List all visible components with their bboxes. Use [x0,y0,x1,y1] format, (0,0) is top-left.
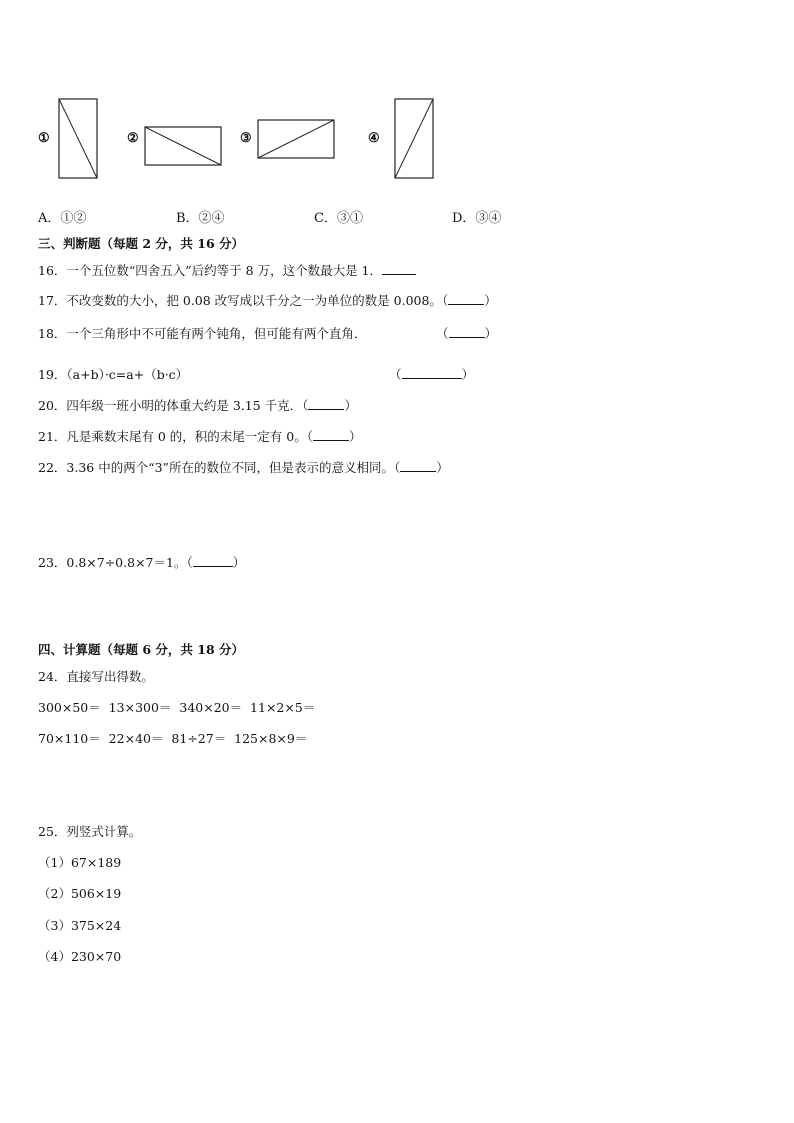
answer-blank [382,263,416,275]
open-paren: （ [389,367,402,382]
figure-2-rectangle [144,126,224,168]
figure-label-4: ④ [368,131,380,146]
answer-blank [308,398,344,410]
close-paren: ） [348,429,362,444]
question-22-text: 22．3.36 中的两个“3”所在的数位不同，但是表示的意义相同。（ [38,460,401,475]
option-d: D．③④ [452,211,502,226]
option-b: B．②④ [176,211,225,226]
option-c: C．③① [314,211,363,226]
question-19-text: 19．（a+b）·c=a+（b·c） [38,367,189,382]
close-paren: ） [436,460,449,475]
figure-3-rectangle [257,119,337,161]
question-23 [38,553,245,571]
figure-label-1: ① [38,131,50,146]
question-16 [38,261,416,279]
open-paren: （ [436,326,449,341]
question-21-text: 21．凡是乘数末尾有 0 的，积的末尾一定有 0。（ [38,429,313,444]
answer-blank [193,555,233,567]
question-19 [38,365,188,383]
question-25-sub-2: （2）506×19 [38,886,122,901]
question-16-text: 16．一个五位数“四舍五入”后约等于 8 万，这个数最大是 1． [38,263,383,278]
answer-blank [402,367,462,379]
question-25: 25．列竖式计算。 [38,824,142,839]
answer-blank [448,293,484,305]
question-19-answer [389,365,474,383]
calc-row-1: 300×50＝ 13×300＝ 340×20＝ 11×2×5＝ [38,700,316,715]
question-18 [38,324,366,342]
question-25-sub-4: （4）230×70 [38,949,122,964]
question-20-text: 20．四年级一班小明的体重大约是 3.15 千克．（ [38,398,309,413]
question-21 [38,427,362,445]
question-24: 24．直接写出得数。 [38,669,154,684]
close-paren: ） [484,326,498,341]
figure-1-rectangle [58,98,100,180]
question-17-text: 17．不改变数的大小，把 0.08 改写成以千分之一为单位的数是 0.008。（ [38,293,449,308]
section3-heading: 三、判断题（每题 2 分，共 16 分） [38,236,245,251]
calc-row-2: 70×110＝ 22×40＝ 81÷27＝ 125×8×9＝ [38,731,308,746]
answer-blank [313,429,349,441]
question-25-sub-3: （3）375×24 [38,918,122,933]
question-22 [38,458,449,476]
figure-label-3: ③ [240,131,252,146]
close-paren: ） [344,398,357,413]
answer-blank [449,326,485,338]
question-25-sub-1: （1）67×189 [38,855,122,870]
answer-blank [400,460,436,472]
option-a: A．①② [38,211,87,226]
question-18-answer [436,324,497,342]
figure-4-rectangle [394,98,436,180]
figure-label-2: ② [127,131,139,146]
close-paren: ） [232,555,246,570]
close-paren: ） [484,293,497,308]
question-20 [38,396,357,414]
question-17 [38,291,497,309]
question-23-text: 23．0.8×7÷0.8×7＝1。（ [38,555,193,570]
question-18-text: 18．一个三角形中不可能有两个钝角，但可能有两个直角． [38,326,367,341]
section4-heading: 四、计算题（每题 6 分，共 18 分） [38,642,245,657]
close-paren: ） [461,367,475,382]
